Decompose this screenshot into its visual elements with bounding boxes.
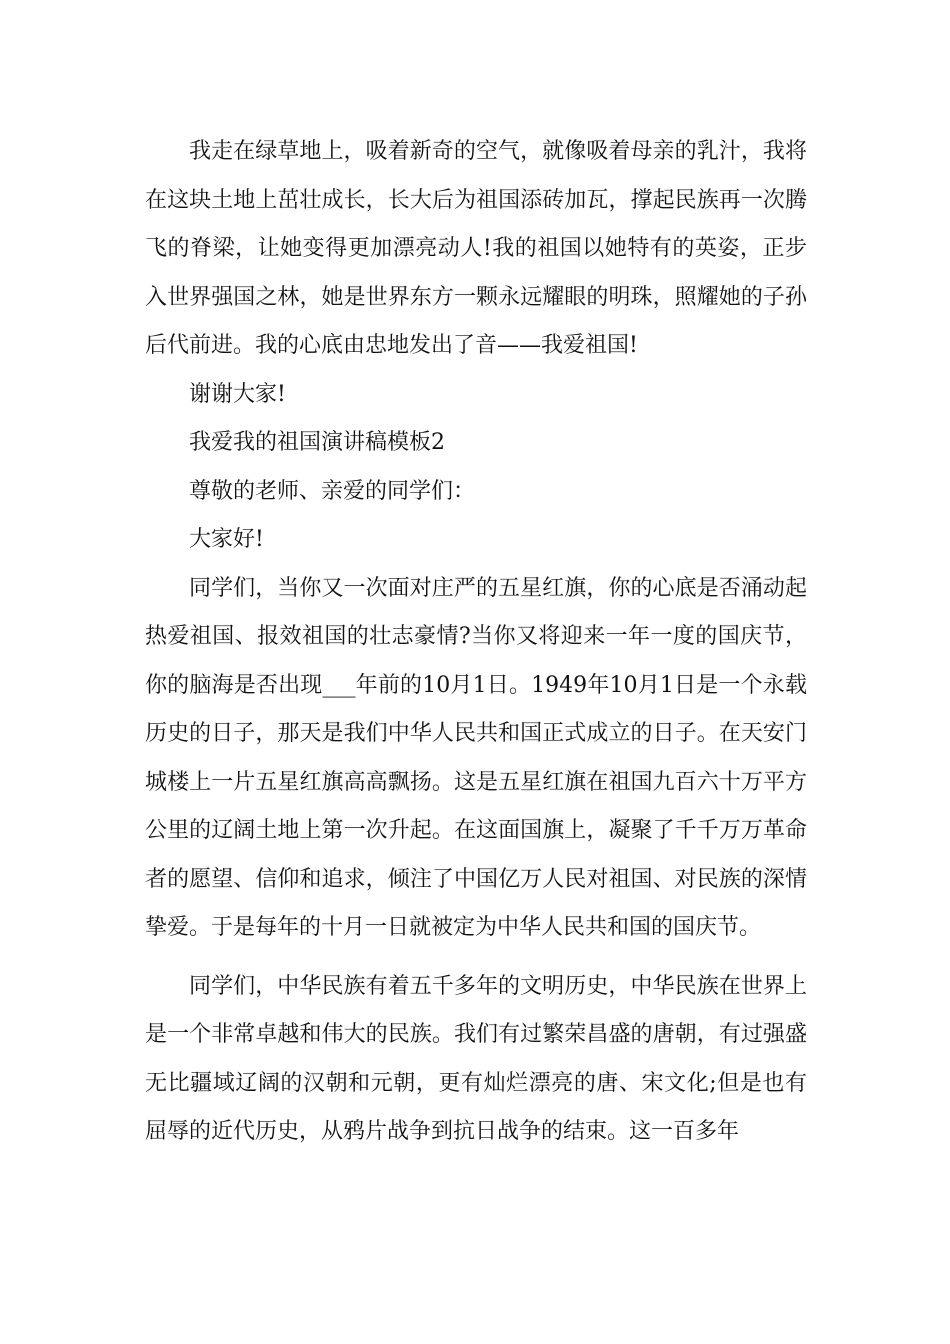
- paragraph-gap: [145, 953, 807, 963]
- paragraph-2: 谢谢大家!: [189, 381, 286, 407]
- paragraph-4: 同学们，中华民族有着五千多年的文明历史，中华民族在世界上是一个非常卓越和伟大的民族。我们有过繁荣昌盛的唐朝，有过强盛无比疆域辽阔的汉朝和元朝，更有灿烂漂亮的唐、宋文化;但是也有屈辱的近代历史，从鸦片战争到抗日战争的结束。这一百多年: [145, 973, 807, 1144]
- salutation: 尊敬的老师、亲爱的同学们：: [189, 478, 476, 504]
- document-body: [145, 128, 807, 1157]
- paragraph-1: 我走在绿草地上，吸着新奇的空气，就像吸着母亲的乳汁，我将在这块土地上茁壮成长，长大后为祖国添砖加瓦，撑起民族再一次腾飞的脊梁，让她变得更加漂亮动人!我的祖国以她特有的英姿，正步入世界强国之林，她是世界东方一颗永远耀眼的明珠，照耀她的子孙后代前进。我的心底由忠地发出了音——我爱祖国!: [145, 139, 807, 358]
- greeting: 大家好!: [189, 527, 264, 552]
- section-title: 我爱我的祖国演讲稿模板2: [189, 430, 445, 455]
- paragraph-3: 同学们，当你又一次面对庄严的五星红旗，你的心底是否涌动起热爱祖国、报效祖国的壮志豪情?当你又将迎来一年一度的国庆节，你的脑海是否出现___年前的10月1日。1949年10月1日是一个永载历史的日子，那天是我们中华人民共和国正式成立的日子。在天安门城楼上一片五星红旗高高飘扬。这是五星红旗在祖国九百六十万平方公里的辽阔土地上第一次升起。在这面国旗上，凝聚了千千万万革命者的愿望、信仰和追求，倾注了中国亿万人民对祖国、对民族的深情挚爱。于是每年的十月一日就被定为中华人民共和国的国庆节。: [145, 575, 807, 940]
